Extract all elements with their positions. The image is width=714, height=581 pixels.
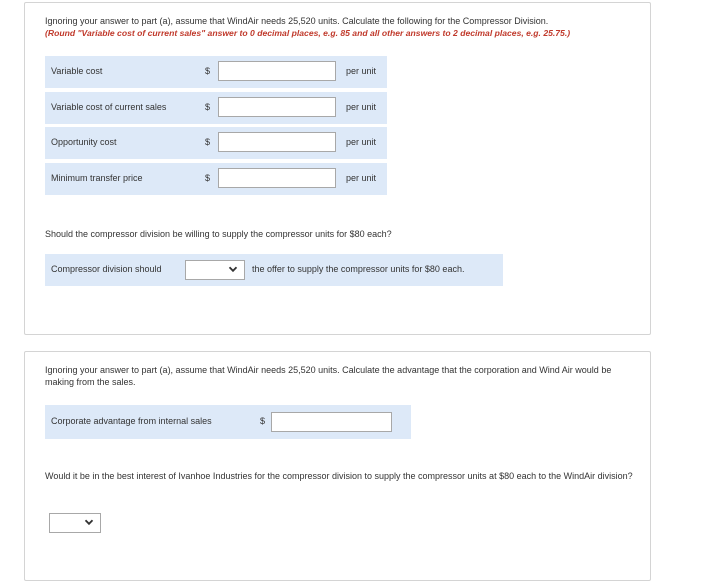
dollar-sign: $ bbox=[205, 137, 211, 147]
decision-dropdown[interactable] bbox=[185, 260, 245, 280]
row-label: Variable cost bbox=[51, 66, 103, 76]
unit-label: per unit bbox=[346, 137, 377, 147]
unit-label: per unit bbox=[346, 66, 377, 76]
part1-question: Ignoring your answer to part (a), assume that WindAir needs 25,520 units. Calculate the following for the Compressor Division. bbox=[45, 16, 549, 26]
row-label: Minimum transfer price bbox=[51, 173, 143, 183]
chevron-down-icon bbox=[228, 264, 238, 274]
row-minimum-transfer-price bbox=[45, 163, 387, 195]
dollar-sign: $ bbox=[260, 416, 266, 426]
interest-dropdown[interactable] bbox=[49, 513, 101, 533]
part2-question: Ignoring your answer to part (a), assume that WindAir needs 25,520 units. Calculate the advantage that the corporation and Wind Air would be making from the sales. bbox=[45, 365, 612, 387]
decision-suffix: the offer to supply the compressor units for $80 each. bbox=[252, 264, 465, 274]
unit-label: per unit bbox=[346, 102, 377, 112]
unit-label: per unit bbox=[346, 173, 377, 183]
variable-cost-current-sales-input[interactable] bbox=[218, 97, 336, 117]
row-variable-cost bbox=[45, 56, 387, 88]
variable-cost-input[interactable] bbox=[218, 61, 336, 81]
row-label: Opportunity cost bbox=[51, 137, 117, 147]
rounding-note: (Round "Variable cost of current sales" answer to 0 decimal places, e.g. 85 and all other answers to 2 decimal places, e.g. 25.75.) bbox=[45, 28, 571, 38]
corporate-advantage-input[interactable] bbox=[271, 412, 392, 432]
dollar-sign: $ bbox=[205, 173, 211, 183]
row-variable-cost-current-sales bbox=[45, 92, 387, 124]
opportunity-cost-input[interactable] bbox=[218, 132, 336, 152]
dollar-sign: $ bbox=[205, 66, 211, 76]
row-corporate-advantage bbox=[45, 405, 411, 439]
row-label: Corporate advantage from internal sales bbox=[51, 416, 212, 426]
question-card-part-2 bbox=[24, 351, 651, 581]
willing-question: Should the compressor division be willing to supply the compressor units for $80 each? bbox=[45, 229, 392, 239]
row-decision bbox=[45, 254, 503, 286]
minimum-transfer-price-input[interactable] bbox=[218, 168, 336, 188]
chevron-down-icon bbox=[84, 517, 94, 527]
question-card-part-1 bbox=[24, 2, 651, 335]
row-opportunity-cost bbox=[45, 127, 387, 159]
interest-question: Would it be in the best interest of Ivanhoe Industries for the compressor division to supply the compressor units at $80 each to the WindAir division? bbox=[45, 471, 633, 481]
decision-prefix: Compressor division should bbox=[51, 264, 162, 274]
row-label: Variable cost of current sales bbox=[51, 102, 167, 112]
dollar-sign: $ bbox=[205, 102, 211, 112]
